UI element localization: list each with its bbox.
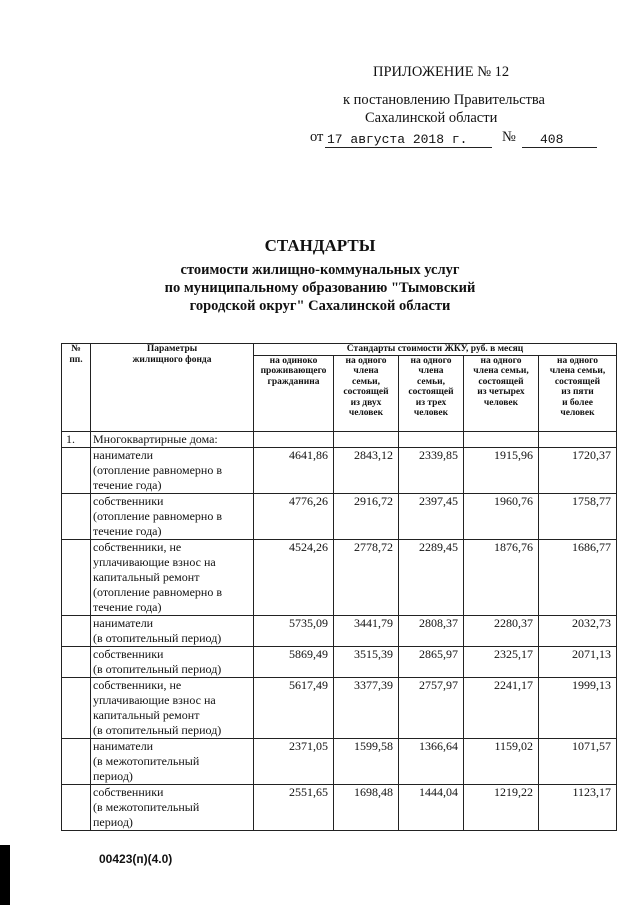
cost-value: 1159,02	[464, 738, 539, 784]
table-row	[62, 539, 617, 615]
row-label: собственники (в отопительный период)	[91, 646, 254, 677]
cost-value: 5869,49	[254, 646, 334, 677]
cost-value: 2325,17	[464, 646, 539, 677]
cost-value: 1698,48	[334, 784, 399, 830]
col-header-household-1: на одиноко проживающего гражданина	[254, 355, 334, 431]
cost-value: 4524,26	[254, 539, 334, 615]
appendix-title: ПРИЛОЖЕНИЕ № 12	[373, 64, 510, 80]
standards-table	[61, 343, 617, 831]
subtitle-line-1: стоимости жилищно-коммунальных услуг	[180, 262, 460, 278]
subtitle-line-3: городской округ" Сахалинской области	[189, 298, 451, 314]
section-number: 1.	[62, 431, 91, 447]
section-label: Многоквартирные дома:	[91, 431, 254, 447]
cost-value: 4641,86	[254, 447, 334, 493]
number-label: №	[502, 129, 516, 145]
table-row	[62, 738, 617, 784]
resolution-date: 17 августа 2018 г.	[327, 132, 468, 147]
table-row	[62, 493, 617, 539]
scan-edge-mark	[0, 845, 10, 905]
cost-value: 1599,58	[334, 738, 399, 784]
row-label: собственники (отопление равномерно в течение года)	[91, 493, 254, 539]
table-row	[62, 447, 617, 493]
table-row	[62, 677, 617, 738]
col-header-household-5: на одного члена семьи, состоящей из пяти и более человек	[539, 355, 617, 431]
cost-value: 1686,77	[539, 539, 617, 615]
cost-value: 2757,97	[399, 677, 464, 738]
cost-value: 3377,39	[334, 677, 399, 738]
col-header-household-2: на одного члена семьи, состоящей из двух человек	[334, 355, 399, 431]
col-header-household-3: на одного члена семьи, состоящей из трех человек	[399, 355, 464, 431]
cost-value: 3441,79	[334, 615, 399, 646]
number-underline	[522, 147, 597, 148]
cost-value: 1123,17	[539, 784, 617, 830]
resolution-number: 408	[540, 132, 564, 147]
region-name: Сахалинской области	[365, 110, 498, 126]
cost-value: 1219,22	[464, 784, 539, 830]
cost-value: 2551,65	[254, 784, 334, 830]
cost-value: 2241,17	[464, 677, 539, 738]
resolution-reference: к постановлению Правительства	[343, 92, 545, 108]
cost-value: 1915,96	[464, 447, 539, 493]
cost-value: 1071,57	[539, 738, 617, 784]
cost-value: 2289,45	[399, 539, 464, 615]
col-header-number: № пп.	[62, 344, 91, 432]
cost-value: 2865,97	[399, 646, 464, 677]
cost-value: 1960,76	[464, 493, 539, 539]
cost-value: 1876,76	[464, 539, 539, 615]
table-row	[62, 784, 617, 830]
col-header-household-4: на одного члена семьи, состоящей из четырех человек	[464, 355, 539, 431]
cost-value: 5617,49	[254, 677, 334, 738]
cost-value: 1366,64	[399, 738, 464, 784]
row-label: наниматели (в отопительный период)	[91, 615, 254, 646]
cost-value: 2843,12	[334, 447, 399, 493]
row-label: собственники (в межотопительный период)	[91, 784, 254, 830]
cost-value: 1758,77	[539, 493, 617, 539]
document-title: СТАНДАРТЫ	[264, 236, 376, 255]
date-underline	[325, 147, 492, 148]
cost-value: 2916,72	[334, 493, 399, 539]
col-header-standards: Стандарты стоимости ЖКУ, руб. в месяц	[254, 344, 617, 356]
cost-value: 2778,72	[334, 539, 399, 615]
cost-value: 2397,45	[399, 493, 464, 539]
row-label: наниматели (в межотопительный период)	[91, 738, 254, 784]
cost-value: 1444,04	[399, 784, 464, 830]
cost-value: 1999,13	[539, 677, 617, 738]
cost-value: 2280,37	[464, 615, 539, 646]
table-row	[62, 646, 617, 677]
cost-value: 2071,13	[539, 646, 617, 677]
document-code: 00423(п)(4.0)	[99, 852, 173, 866]
cost-value: 2808,37	[399, 615, 464, 646]
row-label: собственники, не уплачивающие взнос на капитальный ремонт (в отопительный период)	[91, 677, 254, 738]
row-label: наниматели (отопление равномерно в течение года)	[91, 447, 254, 493]
date-label: от	[310, 129, 324, 145]
cost-value: 4776,26	[254, 493, 334, 539]
cost-value: 2339,85	[399, 447, 464, 493]
col-header-params: Параметры жилищного фонда	[91, 344, 254, 432]
cost-value: 2371,05	[254, 738, 334, 784]
cost-value: 3515,39	[334, 646, 399, 677]
cost-value: 5735,09	[254, 615, 334, 646]
row-label: собственники, не уплачивающие взнос на капитальный ремонт (отопление равномерно в течение года)	[91, 539, 254, 615]
cost-value: 2032,73	[539, 615, 617, 646]
subtitle-line-2: по муниципальному образованию "Тымовский	[164, 280, 476, 296]
table-row	[62, 615, 617, 646]
cost-value: 1720,37	[539, 447, 617, 493]
